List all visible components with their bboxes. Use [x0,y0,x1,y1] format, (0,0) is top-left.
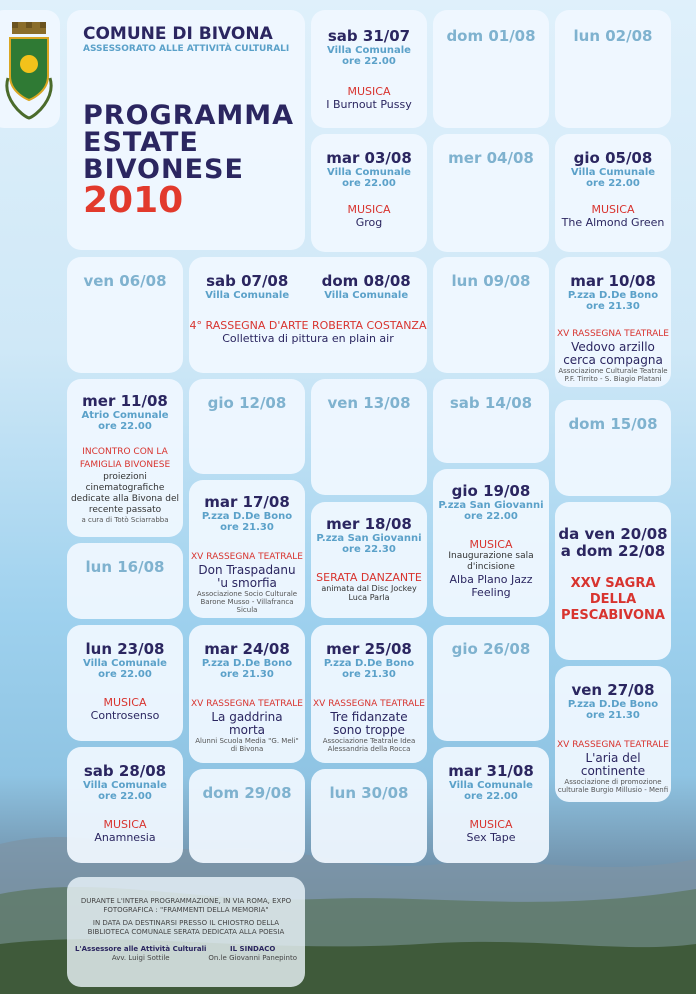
day-venue: Villa Comunale [83,780,167,791]
day-tile-mar-03-08 [311,134,427,252]
day-venue: P.zza D.De Bono [201,658,293,669]
event-note-line-1: animata dal Disc Jockey [321,584,417,593]
day-tile-lun-16-08 [67,543,183,619]
sagra-title-line-2: DELLA [589,592,637,607]
day-date: mer 25/08 [326,640,412,658]
day-time: ore 22.00 [98,421,152,432]
day-time: ore 22.00 [98,669,152,680]
event-act-line-1: Alba Plano Jazz [449,573,533,586]
event-category: MUSICA [591,203,635,216]
day-tile-ven-06-08 [67,257,183,373]
event-act-line-2: morta [228,723,266,737]
day-tile-ven-27-08 [555,666,671,802]
day-time: ore 22.00 [464,791,518,802]
event-category: SERATA DANZANTE [316,571,422,584]
day-date: mar 03/08 [326,149,412,167]
event-act-line-1: La gaddrina [211,710,283,724]
day-time: ore 21.30 [220,669,274,680]
day-tile-lun-23-08 [67,625,183,741]
event-note: a cura di Totò Sciarrabba [81,516,169,524]
day-venue: Villa Comunale [205,290,290,301]
day-venue: P.zza D.De Bono [323,658,415,669]
event-note-line-2: Luca Parla [348,593,390,602]
day-tile-sab-28-08 [67,747,183,863]
comune-name: COMUNE DI BIVONA [83,24,273,44]
coat-of-arms-icon [4,18,54,123]
footer-notice-box [67,877,305,987]
event-desc-line-2: d'incisione [467,562,515,572]
day-date: lun 16/08 [85,558,165,576]
event-desc-line-1: Inaugurazione sala [448,551,534,561]
day-date: lun 09/08 [451,272,531,290]
event-note-line-2: P.F. Tirrito - S. Biagio Platani [564,375,662,383]
event-category: XV RASSEGNA TEATRALE [313,699,425,709]
event-act: Sex Tape [466,831,516,844]
event-act-line-2: sono troppe [333,723,405,737]
day-time: ore 22.00 [464,511,518,522]
event-act-line-2: continente [580,764,646,778]
sagra-title-line-1: XXV SAGRA [570,576,656,591]
event-act: I Burnout Pussy [326,98,412,111]
day-date: mer 18/08 [326,515,412,533]
day-tile-gio-12-08 [189,379,305,474]
day-tile-dom-29-08 [189,769,305,863]
event-act-line-1: Tre fidanzate [330,710,408,724]
event-act-line-2: cerca compagna [563,353,663,367]
sagra-title-line-3: PESCABIVONA [561,608,665,623]
event-act-line-1: Don Traspadanu [198,563,296,577]
day-tile-dom-15-08 [555,400,671,496]
day-date: sab 28/08 [83,762,167,780]
day-date: mer 11/08 [82,392,168,410]
day-time: ore 21.30 [220,522,274,533]
event-act-line-1: L'aria del [585,751,641,765]
event-act-line-2: 'u smorfia [217,576,277,590]
day-date: ven 13/08 [327,394,411,412]
event-note-line-1: Associazione Culturale Teatrale [558,367,668,375]
event-act: Controsenso [90,709,160,722]
day-tile-ven-13-08 [311,379,427,495]
footer-line-3: IN DATA DA DESTINARSI PRESSO IL CHIOSTRO DELLA [92,919,280,927]
title-line-2: ESTATE [83,127,199,158]
day-tile-lun-30-08 [311,769,427,863]
day-tile-sab-31-07 [311,10,427,128]
event-category: MUSICA [469,818,513,831]
day-date: lun 23/08 [85,640,165,658]
day-time: ore 22.00 [98,791,152,802]
day-tile-gio-26-08 [433,625,549,741]
event-category-line-1: INCONTRO CON LA [82,447,168,457]
event-note-line-2: culturale Burgio Millusio - Menfi [557,786,669,794]
day-date: mar 24/08 [204,640,290,658]
day-tile-gio-19-08 [433,469,549,617]
event-note-line-1: Alunni Scuola Media "G. Meli" [195,737,299,745]
day-date: gio 12/08 [207,394,287,412]
coat-of-arms-tile [0,10,60,128]
day-date: gio 19/08 [451,482,531,500]
day-venue: Villa Comunale [327,167,411,178]
day-date-line-1: da ven 20/08 [558,525,668,543]
day-date: mar 31/08 [448,762,534,780]
day-tile-mar-31-08 [433,747,549,863]
event-act: The Almond Green [561,216,665,229]
day-date: ven 27/08 [571,681,655,699]
day-time: ore 21.30 [586,301,640,312]
day-date: sab 07/08 [206,272,289,290]
day-date: mer 04/08 [448,149,534,167]
sindaco-name: On.le Giovanni Panepinto [208,954,297,962]
event-category: MUSICA [347,85,391,98]
day-date: sab 14/08 [449,394,533,412]
event-category: XV RASSEGNA TEATRALE [191,699,303,709]
day-venue: Villa Comunale [327,45,411,56]
day-tile-lun-09-08 [433,257,549,373]
day-tile-lun-02-08 [555,10,671,128]
day-date: dom 08/08 [321,272,411,290]
footer-line-1: DURANTE L'INTERA PROGRAMMAZIONE, IN VIA ROMA, EXPO [80,897,292,905]
day-tile-mer-11-08 [67,379,183,537]
event-category: MUSICA [103,818,147,831]
day-date: dom 01/08 [446,27,536,45]
day-date: mar 10/08 [570,272,656,290]
day-date: mar 17/08 [204,493,290,511]
day-venue: Villa Comunale [83,658,167,669]
title-line-3: BIVONESE [83,154,244,185]
day-venue: Villa Comunale [449,780,533,791]
day-tile-dom-01-08 [433,10,549,128]
sindaco-role: IL SINDACO [230,945,276,953]
header-tile [67,10,305,250]
footer-line-4: BIBLIOTECA COMUNALE SERATA DEDICATA ALLA POESIA [87,928,285,936]
day-tile-gio-05-08 [555,134,671,252]
day-tile-mer-25-08 [311,625,427,763]
day-time: ore 21.30 [342,669,396,680]
event-act: Anamnesia [94,831,156,844]
event-category: 4° RASSEGNA D'ARTE ROBERTA COSTANZA [189,319,427,332]
day-venue: P.zza D.De Bono [567,290,659,301]
day-venue: P.zza D.De Bono [201,511,293,522]
event-category: XV RASSEGNA TEATRALE [557,740,669,750]
day-tile-sab-14-08 [433,379,549,463]
year-label: 2010 [83,180,184,221]
day-date: dom 15/08 [568,415,658,433]
day-date: lun 30/08 [329,784,409,802]
event-desc-line-2: cinematografiche [85,483,165,493]
event-desc-line-1: proiezioni [103,472,147,482]
day-tile-mar-10-08 [555,257,671,387]
day-tile-sab-07-dom-08 [189,257,427,373]
event-desc-line-4: recente passato [88,505,162,515]
event-category: XV RASSEGNA TEATRALE [191,552,303,562]
event-act: Collettiva di pittura en plain air [222,332,394,345]
day-venue: Villa Comunale [324,290,409,301]
day-time: ore 21.30 [586,710,640,721]
day-date: lun 02/08 [573,27,653,45]
day-time: ore 22.00 [586,178,640,189]
day-venue: P.zza D.De Bono [567,699,659,710]
assessore-role: L'Assessore alle Attività Culturali [75,945,207,953]
day-tile-mar-24-08 [189,625,305,763]
event-category: MUSICA [469,538,513,551]
day-tile-mer-04-08 [433,134,549,252]
event-category: MUSICA [103,696,147,709]
day-date: ven 06/08 [83,272,167,290]
event-act: Grog [355,216,383,229]
event-note-line-2: Barone Musso - Villafranca Sicula [200,598,294,614]
event-note-line-2: Alessandria della Rocca [327,745,411,753]
day-venue: P.zza San Giovanni [438,500,544,511]
day-date: dom 29/08 [202,784,292,802]
day-date-line-2: a dom 22/08 [560,542,666,560]
event-category: XV RASSEGNA TEATRALE [557,329,669,339]
title-line-1: PROGRAMMA [83,100,295,131]
assessorato-label: ASSESSORATO ALLE ATTIVITÀ CULTURALI [83,44,290,54]
day-venue: Villa Cumunale [570,167,656,178]
event-act-line-1: Vedovo arzillo [571,340,655,354]
event-desc-line-3: dedicate alla Bivona del [70,494,180,504]
footer-line-2: FOTOGRAFICA : "FRAMMENTI DELLA MEMORIA" [103,906,269,914]
event-act-line-2: Feeling [471,586,511,599]
event-category: MUSICA [347,203,391,216]
day-time: ore 22.00 [342,56,396,67]
event-note-line-1: Associazione Socio Culturale [196,590,298,598]
event-note-line-2: di Bivona [230,745,264,753]
day-date: sab 31/07 [327,27,411,45]
day-tile-20-22-08 [555,502,671,660]
day-date: gio 26/08 [451,640,531,658]
event-note-line-1: Associazione Teatrale Idea [322,737,416,745]
day-time: ore 22.30 [342,544,396,555]
day-venue: P.zza San Giovanni [316,533,422,544]
day-venue: Atrio Comunale [81,410,169,421]
day-tile-mar-17-08 [189,480,305,618]
event-note-line-1: Associazione di promozione [564,778,662,786]
day-date: gio 05/08 [573,149,653,167]
event-category-line-2: FAMIGLIA BIVONESE [79,460,171,470]
day-time: ore 22.00 [342,178,396,189]
assessore-name: Avv. Luigi Sottile [111,954,170,962]
day-tile-mer-18-08 [311,502,427,618]
